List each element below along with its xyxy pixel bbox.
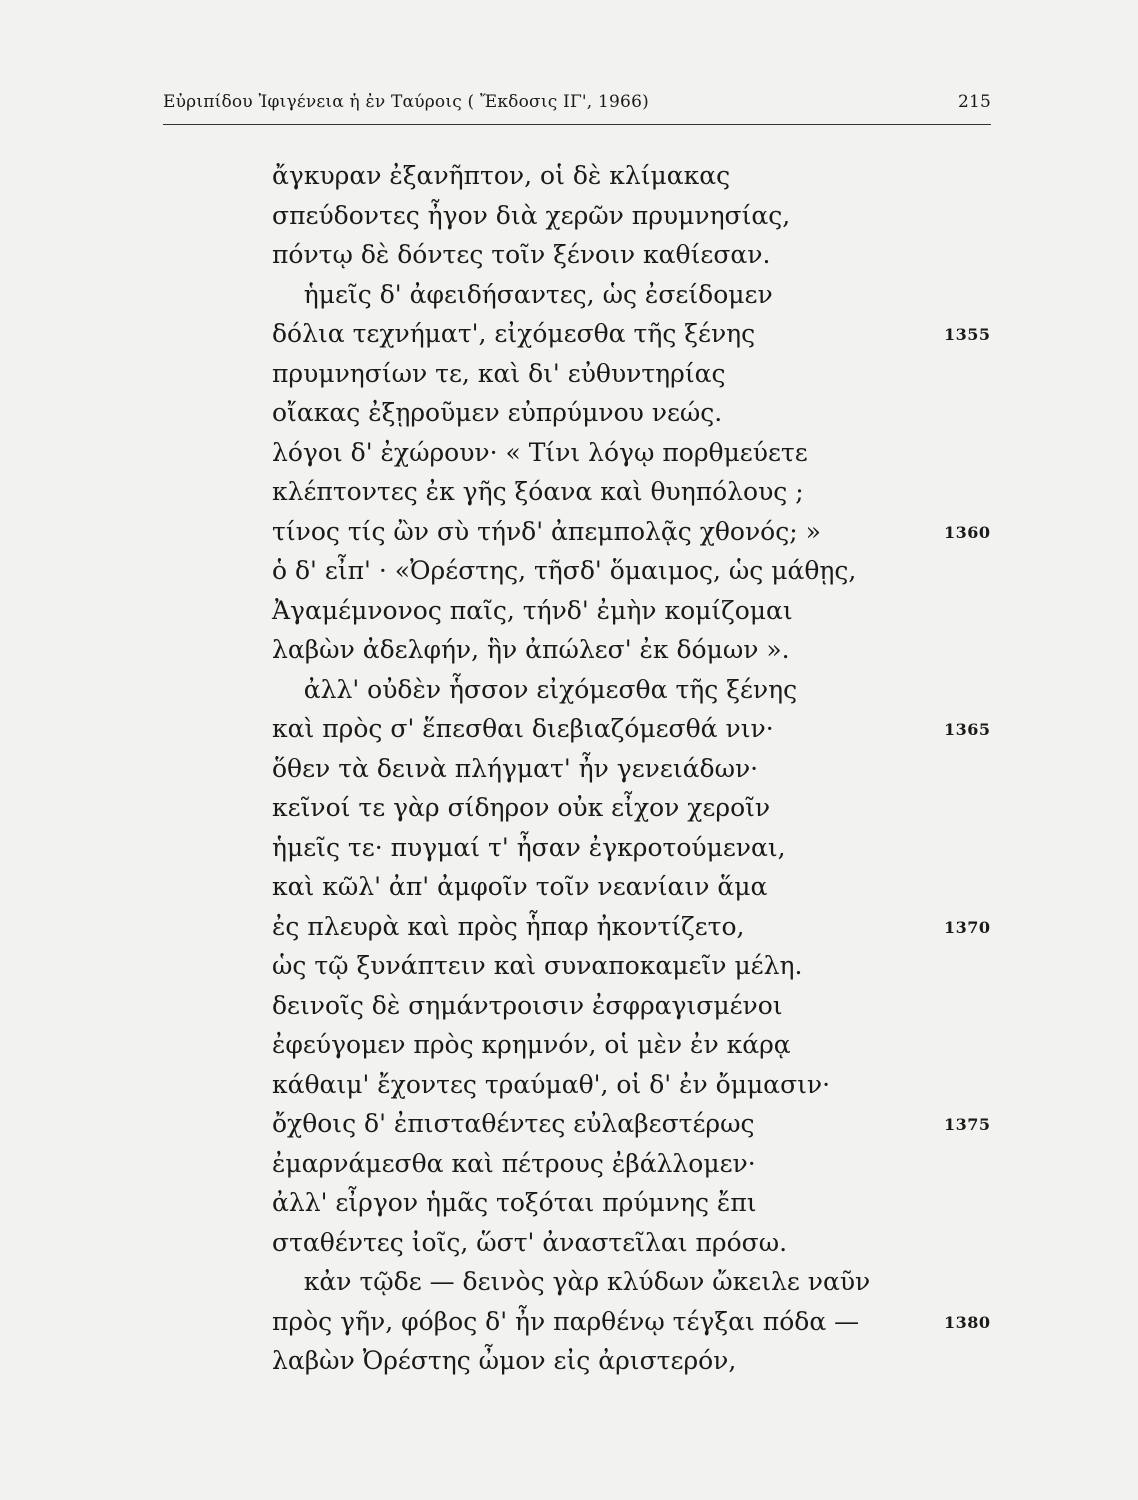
verse-text: καὶ πρὸς σ' ἕπεσθαι διεβιαζόμεσθά νιν· — [272, 714, 774, 743]
verse-text: λόγοι δ' ἐχώρουν· « Τίνι λόγῳ πορθμεύετε — [272, 437, 808, 467]
verse-line — [272, 788, 972, 828]
verse-line — [272, 472, 972, 512]
verse-text: δεινοῖς δὲ σημάντροισιν ἐσφραγισμένοι — [272, 990, 783, 1020]
verse-line — [272, 1302, 991, 1342]
verse-text: καὶ κῶλ' ἀπ' ἀμφοῖν τοῖν νεανίαιν ἅμα — [272, 872, 768, 901]
verse-line — [272, 1341, 972, 1381]
verse-line — [272, 314, 991, 354]
verse-text: ἀλλ' οὐδὲν ἧσσον εἰχόμεσθα τῆς ξένης — [272, 674, 798, 704]
verse-block — [272, 156, 991, 1381]
verse-line — [272, 512, 991, 552]
verse-text: σπεύδοντες ἦγον διὰ χερῶν πρυμνησίας, — [272, 200, 791, 230]
verse-text: δόλια τεχνήματ', εἰχόμεσθα τῆς ξένης — [272, 319, 756, 348]
verse-text: ὄχθοις δ' ἐπισταθέντες εὐλαβεστέρως — [272, 1109, 755, 1138]
verse-line — [272, 867, 972, 907]
line-number: 1380 — [944, 1312, 991, 1332]
line-number: 1370 — [944, 917, 991, 937]
verse-line — [272, 1223, 972, 1263]
verse-line — [272, 433, 972, 473]
verse-line — [272, 749, 972, 789]
verse-line — [272, 630, 972, 670]
verse-text: ἡμεῖς τε· πυγμαί τ' ἦσαν ἐγκροτούμεναι, — [272, 832, 786, 862]
line-number: 1355 — [944, 325, 991, 344]
verse-line — [272, 1144, 972, 1184]
verse-text: ὡς τῷ ξυνάπτειν καὶ συναποκαμεῖν μέλη. — [272, 951, 803, 980]
line-number: 1360 — [944, 522, 991, 542]
verse-text: ἐς πλευρὰ καὶ πρὸς ἧπαρ ἠκοντίζετο, — [272, 911, 745, 941]
verse-line — [272, 354, 972, 394]
verse-line — [272, 670, 972, 710]
verse-line — [272, 196, 972, 236]
verse-text: κλέπτοντες ἐκ γῆς ξόανα καὶ θυηπόλους ; — [272, 477, 804, 506]
verse-line — [272, 591, 972, 631]
verse-text: ἐφεύγομεν πρὸς κρημνόν, οἱ μὲν ἐν κάρᾳ — [272, 1030, 791, 1059]
verse-text: ἐμαρνάμεσθα καὶ πέτρους ἐβάλλομεν· — [272, 1148, 756, 1178]
verse-text: ὁ δ' εἶπ' · «Ὀρέστης, τῆσδ' ὅμαιμος, ὡς μάθῃς, — [272, 556, 857, 585]
verse-text: κεῖνοί τε γὰρ σίδηρον οὐκ εἶχον χεροῖν — [272, 793, 771, 822]
verse-line — [272, 907, 991, 947]
verse-line — [272, 1262, 972, 1302]
verse-line — [272, 393, 972, 433]
verse-line — [272, 156, 972, 196]
verse-text: οἴακας ἐξῃροῦμεν εὐπρύμνου νεώς. — [272, 398, 723, 427]
verse-line — [272, 828, 972, 868]
verse-line — [272, 1104, 991, 1144]
page-number: 215 — [957, 92, 991, 112]
verse-text: πρὸς γῆν, φόβος δ' ἦν παρθένῳ τέγξαι πόδα — — [272, 1306, 860, 1336]
running-title: Εὐριπίδου Ἰφιγένεια ἡ ἐν Ταύροις ( Ἔκδοσις ΙΓ', 1966) — [163, 92, 649, 112]
verse-line — [272, 986, 972, 1026]
verse-line — [272, 275, 972, 315]
verse-text: σταθέντες ἰοῖς, ὥστ' ἀναστεῖλαι πρόσω. — [272, 1227, 788, 1257]
verse-text: ἄγκυραν ἐξανῆπτον, οἱ δὲ κλίμακας — [272, 161, 731, 190]
verse-text: ἀλλ' εἶργον ἡμᾶς τοξόται πρύμνης ἔπι — [272, 1188, 757, 1217]
verse-text: ἡμεῖς δ' ἀφειδήσαντες, ὡς ἐσείδομεν — [272, 279, 773, 309]
verse-text: ὅθεν τὰ δεινὰ πλήγματ' ἦν γενειάδων· — [272, 753, 759, 783]
verse-text: τίνος τίς ὢν σὺ τήνδ' ἀπεμπολᾷς χθονός; » — [272, 516, 821, 546]
verse-text: πρυμνησίων τε, καὶ δι' εὐθυντηρίας — [272, 358, 726, 388]
line-number: 1375 — [944, 1115, 991, 1134]
running-header — [163, 88, 991, 122]
verse-line — [272, 551, 972, 591]
verse-text: Ἀγαμέμνονος παῖς, τήνδ' ἐμὴν κομίζομαι — [272, 595, 793, 625]
verse-line — [272, 235, 972, 275]
verse-line — [272, 1065, 972, 1105]
verse-line — [272, 1183, 972, 1223]
line-number: 1365 — [944, 720, 991, 739]
verse-text: κἀν τῷδε — δεινὸς γὰρ κλύδων ὤκειλε ναῦν — [272, 1267, 871, 1296]
verse-line — [272, 946, 972, 986]
verse-line — [272, 709, 991, 749]
header-rule — [163, 124, 991, 125]
verse-line — [272, 1025, 972, 1065]
verse-text: λαβὼν Ὀρέστης ὦμον εἰς ἀριστερόν, — [272, 1346, 737, 1375]
verse-text: λαβὼν ἀδελφήν, ἣν ἀπώλεσ' ἐκ δόμων ». — [272, 635, 790, 664]
verse-text: κάθαιμ' ἔχοντες τραύμαθ', οἱ δ' ἐν ὄμμασιν· — [272, 1069, 831, 1099]
verse-text: πόντῳ δὲ δόντες τοῖν ξένοιν καθίεσαν. — [272, 240, 771, 269]
